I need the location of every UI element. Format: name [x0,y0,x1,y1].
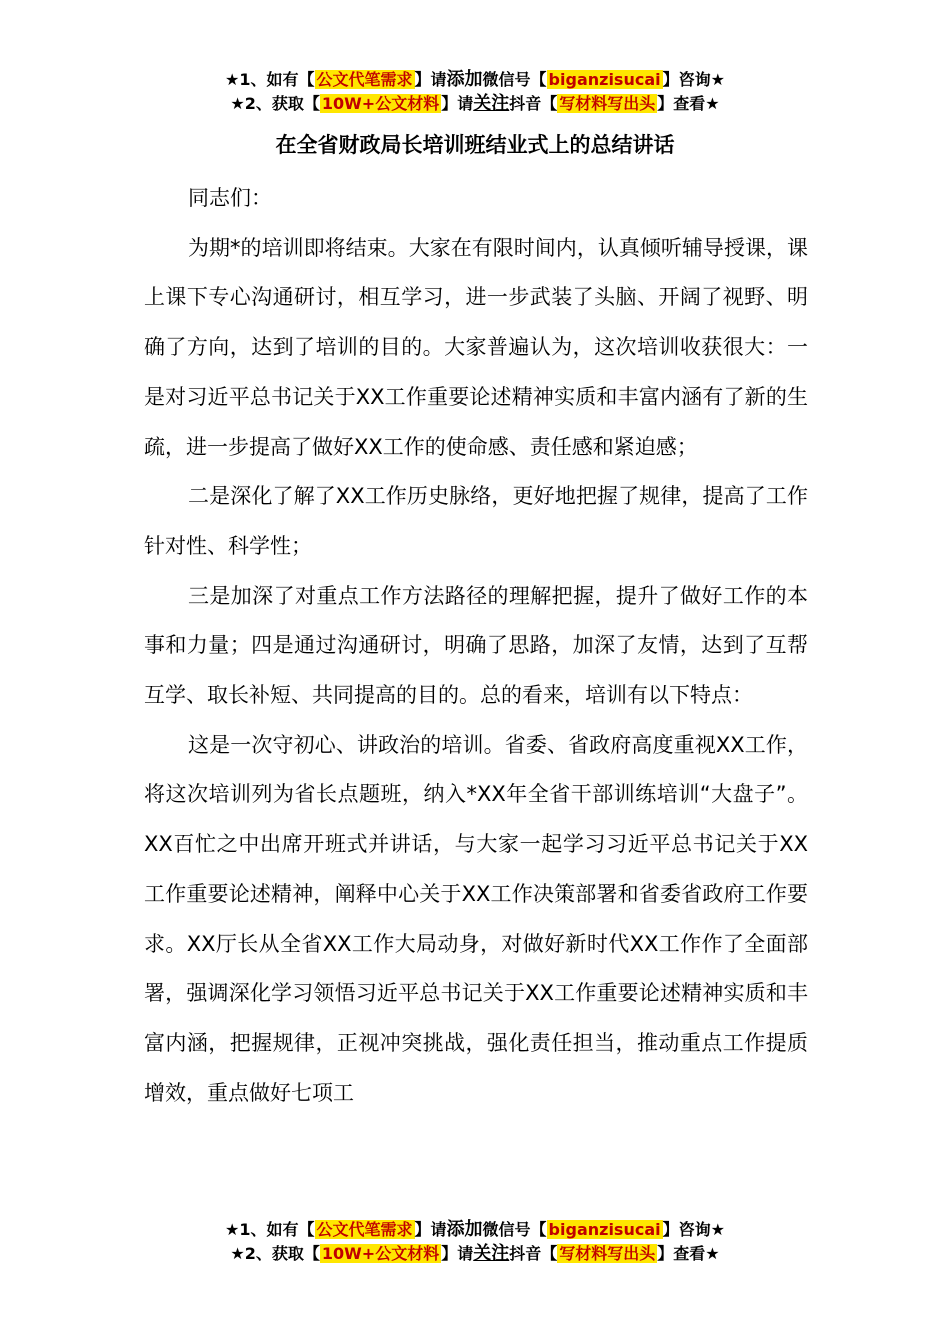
highlight-wechat-id: biganzisucai [548,70,661,89]
paragraph: 这是一次守初心、讲政治的培训。省委、省政府高度重视XX工作，将这次培训列为省长点题班，纳入*XX年全省干部训练培训“大盘子”。XX百忙之中出席开班式并讲话，与大家一起学习习近平总书记关于XX工作重要论述精神，阐释中心关于XX工作决策部署和省委省政府工作要求。XX厅长从全省XX工作大局动身，对做好新时代XX工作作了全面部署，强调深化学习领悟习近平总书记关于XX工作重要论述精神实质和丰富内涵，把握规律，正视冲突挑战，强化责任担当，推动重点工作提质增效，重点做好七项工 [144,732,808,1105]
salutation: 同志们： [188,186,272,210]
banner-emphasis: 添加 [446,69,483,90]
banner-text: ★1、如有【 [225,1220,315,1239]
banner-text: 】咨询★ [662,70,725,89]
banner-emphasis: 关注 [473,93,510,114]
banner-text: ★2、获取【 [230,1244,320,1263]
paragraph: 二是深化了解了XX工作历史脉络，更好地把握了规律，提高了工作针对性、科学性； [144,484,808,558]
highlight-douyin-account: 写材料写出头 [559,1244,656,1263]
banner-emphasis: 关注 [473,1243,510,1264]
banner-line-2 [0,92,950,116]
highlight-wechat-id: biganzisucai [548,1220,661,1239]
highlight-douyin-account: 写材料写出头 [559,94,656,113]
highlight-materials: 10W+公文材料 [321,1244,440,1263]
banner-text: ★2、获取【 [230,94,320,113]
banner-text: 微信号【 [482,70,547,89]
highlight-service: 公文代笔需求 [316,70,413,89]
banner-text: 】请 [441,94,474,113]
paragraph: 三是加深了对重点工作方法路径的理解把握，提升了做好工作的本事和力量；四是通过沟通研讨，明确了思路，加深了友情，达到了互帮互学、取长补短、共同提高的目的。总的看来，培训有以下特点： [144,583,808,708]
document-body [144,174,808,1118]
banner-text: 抖音【 [509,94,558,113]
banner-text: 抖音【 [509,1244,558,1263]
banner-text: 】请 [441,1244,474,1263]
banner-text: 】查看★ [657,94,720,113]
banner-text: 微信号【 [482,1220,547,1239]
banner-line-1 [0,1218,950,1242]
banner-line-1 [0,68,950,92]
banner-line-2 [0,1242,950,1266]
paragraph: 为期*的培训即将结束。大家在有限时间内，认真倾听辅导授课，课上课下专心沟通研讨，相互学习，进一步武装了头脑、开阔了视野、明确了方向，达到了培训的目的。大家普遍认为，这次培训收获很大：一是对习近平总书记关于XX工作重要论述精神实质和丰富内涵有了新的生疏，进一步提高了做好XX工作的使命感、责任感和紧迫感； [144,235,808,459]
highlight-service: 公文代笔需求 [316,1220,413,1239]
banner-text: 】请 [414,70,447,89]
banner-text: 】查看★ [657,1244,720,1263]
banner-text: ★1、如有【 [225,70,315,89]
document-title: 在全省财政局长培训班结业式上的总结讲话 [275,133,675,157]
banner-emphasis: 添加 [446,1219,483,1240]
highlight-materials: 10W+公文材料 [321,94,440,113]
top-banner [0,68,950,116]
bottom-banner [0,1218,950,1266]
banner-text: 】请 [414,1220,447,1239]
banner-text: 】咨询★ [662,1220,725,1239]
